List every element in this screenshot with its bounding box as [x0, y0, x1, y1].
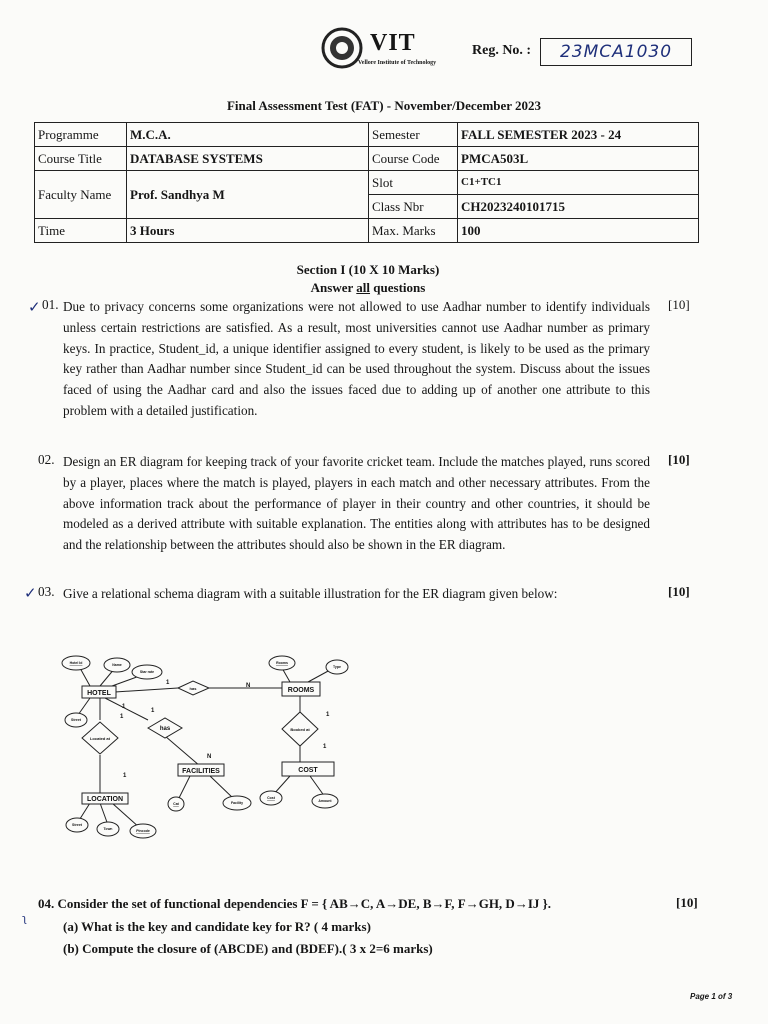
course-info-table — [34, 122, 699, 243]
question-4-part-a: (a) What is the key and candidate key for R? ( 4 marks) — [63, 919, 371, 934]
max-marks-label: Max. Marks — [369, 219, 458, 243]
cardinality: 1 — [166, 680, 170, 686]
question-2-marks: [10] — [668, 452, 690, 467]
cardinality: 1 — [323, 744, 327, 750]
course-code-value: PMCA503L — [458, 147, 699, 171]
answer-instruction: Answer all questions — [310, 280, 426, 295]
question-4-line — [38, 896, 551, 912]
entity-location: LOCATION — [86, 796, 124, 803]
relationship-has-facilities: has — [159, 726, 171, 732]
attr-type: Type — [333, 665, 341, 669]
faculty-label: Faculty Name — [35, 171, 127, 219]
time-label: Time — [35, 219, 127, 243]
cardinality: 1 — [151, 708, 155, 714]
reg-no-label: Reg. No. : — [472, 43, 532, 58]
question-1-number: 01. — [42, 297, 59, 312]
question-3-number: 03. — [38, 584, 55, 599]
relationship-booked-at: Booked at — [290, 727, 310, 732]
programme-label: Programme — [35, 123, 127, 147]
attr-rooms: Rooms — [276, 661, 288, 665]
semester-value: FALL SEMESTER 2023 - 24 — [458, 123, 699, 147]
question-3-marks: [10] — [668, 584, 690, 599]
question-4-marks: [10] — [676, 895, 698, 910]
programme-value: M.C.A. — [127, 123, 369, 147]
check-mark-icon: ✓ — [28, 298, 41, 316]
max-marks-value: 100 — [458, 219, 699, 243]
question-4-number: 04. — [38, 896, 55, 911]
course-code-label: Course Code — [369, 147, 458, 171]
slot-label: Slot — [369, 171, 458, 195]
attr-street: Street — [71, 718, 81, 722]
cardinality: N — [246, 683, 251, 689]
entity-hotel: HOTEL — [87, 690, 111, 697]
time-value: 3 Hours — [127, 219, 369, 243]
logo-subtitle: Vellore Institute of Technology — [358, 60, 437, 66]
semester-label: Semester — [369, 123, 458, 147]
pen-mark-icon: ʅ — [22, 912, 28, 925]
attr-facility: Facility — [230, 801, 244, 805]
course-title-label: Course Title — [35, 147, 127, 171]
attr-pincode: Pincode — [136, 829, 150, 833]
entity-facilities: FACILITIES — [182, 768, 220, 775]
attr-cost: Cost — [267, 796, 275, 800]
question-4-part-b: (b) Compute the closure of (ABCDE) and (BDEF).( 3 x 2=6 marks) — [63, 941, 433, 956]
reg-no-field: 23MCA1030 — [540, 38, 692, 66]
section-title: Section I (10 X 10 Marks) — [296, 262, 440, 277]
attr-location-street: Street — [72, 823, 82, 827]
attr-star-rate: Star rate — [139, 670, 155, 674]
cardinality: 1 — [326, 712, 330, 718]
page-number: Page 1 of 3 — [690, 992, 733, 1001]
check-mark-icon: ✓ — [24, 584, 37, 602]
cardinality: N — [207, 754, 212, 760]
faculty-value: Prof. Sandhya M — [127, 171, 369, 219]
entity-cost: COST — [298, 767, 318, 774]
question-1-marks: [10] — [668, 297, 690, 312]
course-title-value: DATABASE SYSTEMS — [127, 147, 369, 171]
question-4-text: Consider the set of functional dependencies F = { AB→C, A→DE, B→F, F→GH, D→IJ }. — [57, 896, 552, 911]
question-3-text: Give a relational schema diagram with a suitable illustration for the ER diagram given below: — [63, 586, 558, 601]
relationship-located-at: Located at — [89, 736, 111, 741]
question-1-text: Due to privacy concerns some organizations were not allowed to use Aadhar number to identify individuals unless certain restrictions are satisfied. As a result, most universities cannot use Aadhar number as primary keys. In practice, Student_id, a unique identifier assigned to every student, is likely to be used as the primary key rather than Aadhar number since Student_id can be used throughout the system. Discuss about the issues faced of using the Aadhar card and also the issues faced due to adding up of another one attribute to this problem with a detailed justification. — [63, 299, 650, 418]
attr-cat: Cat — [173, 802, 179, 806]
cardinality: 1 — [120, 714, 124, 720]
er-diagram — [60, 650, 380, 850]
question-2-number: 02. — [38, 452, 55, 467]
entity-rooms: ROOMS — [287, 687, 315, 694]
answer-all-underlined: all — [356, 280, 371, 295]
question-2-text: Design an ER diagram for keeping track of your favorite cricket team. Include the matches played, runs scored by a player, places where the match is played, players in each match and other necessary attributes. From the above information track about the performance of player in their country and other countries, it should be modeled as a derived attribute with suitable explanation. The entities along with attributes has to be designed and the relationship between the attributes should also be shown in the ER diagram. — [63, 454, 650, 553]
class-nbr-value: CH2023240101715 — [458, 195, 699, 219]
relationship-has-rooms: has — [189, 686, 197, 691]
attr-town: Town — [103, 827, 113, 831]
attr-name: Name — [112, 663, 122, 667]
class-nbr-label: Class Nbr — [369, 195, 458, 219]
cardinality: 1 — [122, 704, 126, 710]
cardinality: 1 — [123, 773, 127, 779]
exam-title: Final Assessment Test (FAT) - November/December 2023 — [226, 98, 542, 113]
attr-amount: Amount — [318, 799, 332, 803]
attr-hotel-id: Hotel Id — [69, 661, 83, 665]
logo-text: VIT — [370, 30, 416, 56]
slot-value: C1+TC1 — [458, 171, 699, 195]
